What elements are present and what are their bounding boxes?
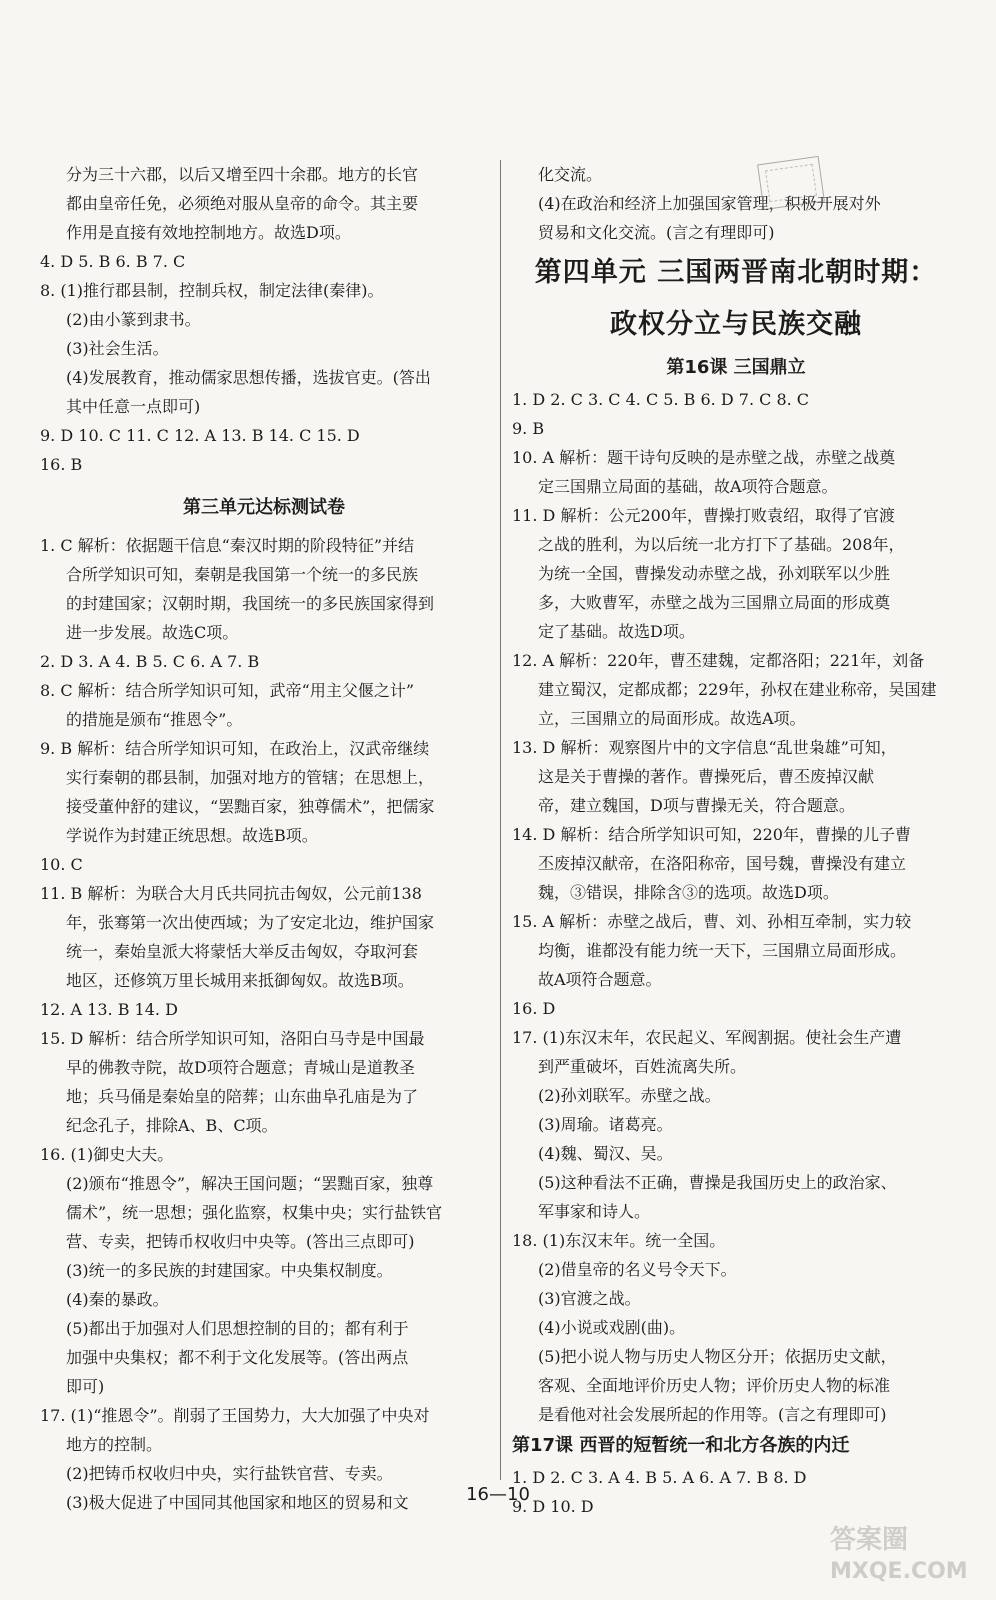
answer-line: (4)发展教育，推动儒家思想传播，选拔官吏。(答出 <box>66 368 431 387</box>
answer-line: 作用是直接有效地控制地方。故选D项。 <box>66 223 351 242</box>
answer-line: 是看他对社会发展所起的作用等。(言之有理即可) <box>538 1405 887 1424</box>
answer-line: (4)魏、蜀汉、吴。 <box>538 1144 673 1163</box>
answer-line: 15. D 解析：结合所学知识可知，洛阳白马寺是中国最 <box>40 1029 425 1048</box>
answer-line: 即可) <box>66 1377 105 1396</box>
answer-line: 儒术”，统一思想；强化监察，权集中央；实行盐铁官 <box>66 1203 443 1222</box>
unit-heading: 政权分立与民族交融 <box>610 309 862 340</box>
answer-line: 为统一全国，曹操发动赤壁之战，孙刘联军以少胜 <box>538 564 891 583</box>
left-column <box>40 160 488 1517</box>
answer-line: 13. D 解析：观察图片中的文字信息“乱世枭雄”可知， <box>512 738 897 757</box>
answer-line: 9. D 10. D <box>512 1497 594 1516</box>
answer-line: 早的佛教寺院，故D项符合题意；青城山是道教圣 <box>66 1058 415 1077</box>
answer-line: 14. D 解析：结合所学知识可知，220年，曹操的儿子曹 <box>512 825 911 844</box>
lesson-heading: 第17课 西晋的短暂统一和北方各族的内迁 <box>512 1435 850 1456</box>
watermark-brand: 答案圈 <box>830 1525 909 1555</box>
right-column <box>512 160 960 1521</box>
answer-line: 贸易和文化交流。(言之有理即可) <box>538 223 775 242</box>
answer-line: 接受董仲舒的建议，“罢黜百家，独尊儒术”，把儒家 <box>66 797 435 816</box>
answer-line: 10. A 解析：题干诗句反映的是赤壁之战，赤壁之战奠 <box>512 448 896 467</box>
answer-line: 丕废掉汉献帝，在洛阳称帝，国号魏，曹操没有建立 <box>538 854 907 873</box>
column-divider <box>500 160 501 1480</box>
answer-line: 纪念孔子，排除A、B、C项。 <box>66 1116 278 1135</box>
answer-line: 建立蜀汉，定都成都；229年，孙权在建业称帝，吴国建 <box>538 680 937 699</box>
section-heading: 第三单元达标测试卷 <box>183 497 345 518</box>
answer-line: (4)小说或戏剧(曲)。 <box>538 1318 686 1337</box>
answer-line: 定三国鼎立局面的基础，故A项符合题意。 <box>538 477 838 496</box>
answer-line: 2. D 3. A 4. B 5. C 6. A 7. B <box>40 652 260 671</box>
watermark-url: MXQE.COM <box>830 1559 968 1584</box>
answer-line: 化交流。 <box>538 165 603 184</box>
answer-line: (2)孙刘联军。赤壁之战。 <box>538 1086 721 1105</box>
answer-line: 17. (1)东汉末年，农民起义、军阀割据。使社会生产遭 <box>512 1028 902 1047</box>
answer-line: 1. D 2. C 3. C 4. C 5. B 6. D 7. C 8. C <box>512 390 810 409</box>
answer-line: 都由皇帝任免，必须绝对服从皇帝的命令。其主要 <box>66 194 419 213</box>
answer-line: 帝，建立魏国，D项与曹操无关，符合题意。 <box>538 796 855 815</box>
answer-line: 9. D 10. C 11. C 12. A 13. B 14. C 15. D <box>40 426 360 445</box>
answer-line: 17. (1)“推恩令”。削弱了王国势力，大大加强了中央对 <box>40 1406 430 1425</box>
answer-line: 的措施是颁布“推恩令”。 <box>66 710 243 729</box>
answer-line: 均衡，谁都没有能力统一天下，三国鼎立局面形成。 <box>538 941 907 960</box>
answer-line: (2)把铸币权收归中央，实行盐铁官营、专卖。 <box>66 1464 393 1483</box>
answer-line: (3)周瑜。诸葛亮。 <box>538 1115 673 1134</box>
unit-heading: 第四单元 三国两晋南北朝时期： <box>534 257 938 288</box>
answer-line: 地区，还修筑万里长城用来抵御匈奴。故选B项。 <box>66 971 414 990</box>
stamp-mark <box>757 156 825 210</box>
answer-line: 其中任意一点即可) <box>66 397 201 416</box>
answer-line: 立，三国鼎立的局面形成。故选A项。 <box>538 709 806 728</box>
answer-line: 魏，③错误，排除含③的选项。故选D项。 <box>538 883 839 902</box>
answer-line: (3)官渡之战。 <box>538 1289 641 1308</box>
answer-line: 11. B 解析：为联合大月氏共同抗击匈奴，公元前138 <box>40 884 422 903</box>
answer-line: (3)统一的多民族的封建国家。中央集权制度。 <box>66 1261 393 1280</box>
answer-line: 年，张骞第一次出使西域；为了安定北边，维护国家 <box>66 913 435 932</box>
answer-line: 11. D 解析：公元200年，曹操打败袁绍，取得了官渡 <box>512 506 895 525</box>
answer-line: 地方的控制。 <box>66 1435 163 1454</box>
page-number: 16—10 <box>466 1484 530 1505</box>
answer-line: (5)把小说人物与历史人物区分开；依据历史文献， <box>538 1347 897 1366</box>
answer-line: (3)极大促进了中国同其他国家和地区的贸易和文 <box>66 1493 409 1512</box>
answer-line: 地；兵马俑是秦始皇的陪葬；山东曲阜孔庙是为了 <box>66 1087 419 1106</box>
answer-line: 16. B <box>40 455 83 474</box>
answer-line: 这是关于曹操的著作。曹操死后，曹丕废掉汉献 <box>538 767 875 786</box>
answer-line: 统一，秦始皇派大将蒙恬大举反击匈奴，夺取河套 <box>66 942 419 961</box>
answer-line: 15. A 解析：赤壁之战后，曹、刘、孙相互牵制，实力较 <box>512 912 912 931</box>
answer-line: (5)这种看法不正确，曹操是我国历史上的政治家、 <box>538 1173 897 1192</box>
answer-line: 分为三十六郡，以后又增至四十余郡。地方的长官 <box>66 165 419 184</box>
answer-line: (2)颁布“推恩令”，解决王国问题；“罢黜百家，独尊 <box>66 1174 434 1193</box>
answer-line: 客观、全面地评价历史人物；评价历史人物的标准 <box>538 1376 891 1395</box>
answer-line: 营、专卖，把铸币权收归中央等。(答出三点即可) <box>66 1232 415 1251</box>
answer-line: 9. B <box>512 419 545 438</box>
answer-line: 8. (1)推行郡县制，控制兵权，制定法律(秦律)。 <box>40 281 384 300</box>
watermark-logo <box>826 1516 976 1586</box>
answer-line: 实行秦朝的郡县制，加强对地方的管辖；在思想上， <box>66 768 435 787</box>
answer-line: 定了基础。故选D项。 <box>538 622 695 641</box>
answer-line: 之战的胜利，为以后统一北方打下了基础。208年， <box>538 535 905 554</box>
answer-line: 多，大败曹军，赤壁之战为三国鼎立局面的形成奠 <box>538 593 891 612</box>
answer-line: (3)社会生活。 <box>66 339 169 358</box>
answer-line: 8. C 解析：结合所学知识可知，武帝“用主父偃之计” <box>40 681 415 700</box>
answer-line: 18. (1)东汉末年。统一全国。 <box>512 1231 726 1250</box>
answer-line: 1. C 解析：依据题干信息“秦汉时期的阶段特征”并结 <box>40 536 415 555</box>
answer-line: (2)借皇帝的名义号令天下。 <box>538 1260 737 1279</box>
answer-line: 1. D 2. C 3. A 4. B 5. A 6. A 7. B 8. D <box>512 1468 807 1487</box>
answer-line: 故A项符合题意。 <box>538 970 662 989</box>
answer-line: 16. (1)御史大夫。 <box>40 1145 174 1164</box>
answer-line: 学说作为封建正统思想。故选B项。 <box>66 826 318 845</box>
answer-line: 到严重破坏，百姓流离失所。 <box>538 1057 747 1076</box>
answer-line: 9. B 解析：结合所学知识可知，在政治上，汉武帝继续 <box>40 739 430 758</box>
lesson-heading: 第16课 三国鼎立 <box>666 357 806 378</box>
answer-line: 10. C <box>40 855 83 874</box>
answer-line: 进一步发展。故选C项。 <box>66 623 239 642</box>
answer-line: 合所学知识可知，秦朝是我国第一个统一的多民族 <box>66 565 419 584</box>
answer-line: 4. D 5. B 6. B 7. C <box>40 252 186 271</box>
answer-line: 加强中央集权；都不利于文化发展等。(答出两点 <box>66 1348 409 1367</box>
answer-line: (2)由小篆到隶书。 <box>66 310 201 329</box>
answer-line: 军事家和诗人。 <box>538 1202 651 1221</box>
answer-line: 12. A 解析：220年，曹丕建魏，定都洛阳；221年，刘备 <box>512 651 925 670</box>
answer-line: 12. A 13. B 14. D <box>40 1000 178 1019</box>
answer-line: (5)都出于加强对人们思想控制的目的；都有利于 <box>66 1319 409 1338</box>
answer-line: (4)秦的暴政。 <box>66 1290 169 1309</box>
answer-line: 16. D <box>512 999 556 1018</box>
answer-line: (4)在政治和经济上加强国家管理，积极开展对外 <box>538 194 881 213</box>
answer-line: 的封建国家；汉朝时期，我国统一的多民族国家得到 <box>66 594 435 613</box>
